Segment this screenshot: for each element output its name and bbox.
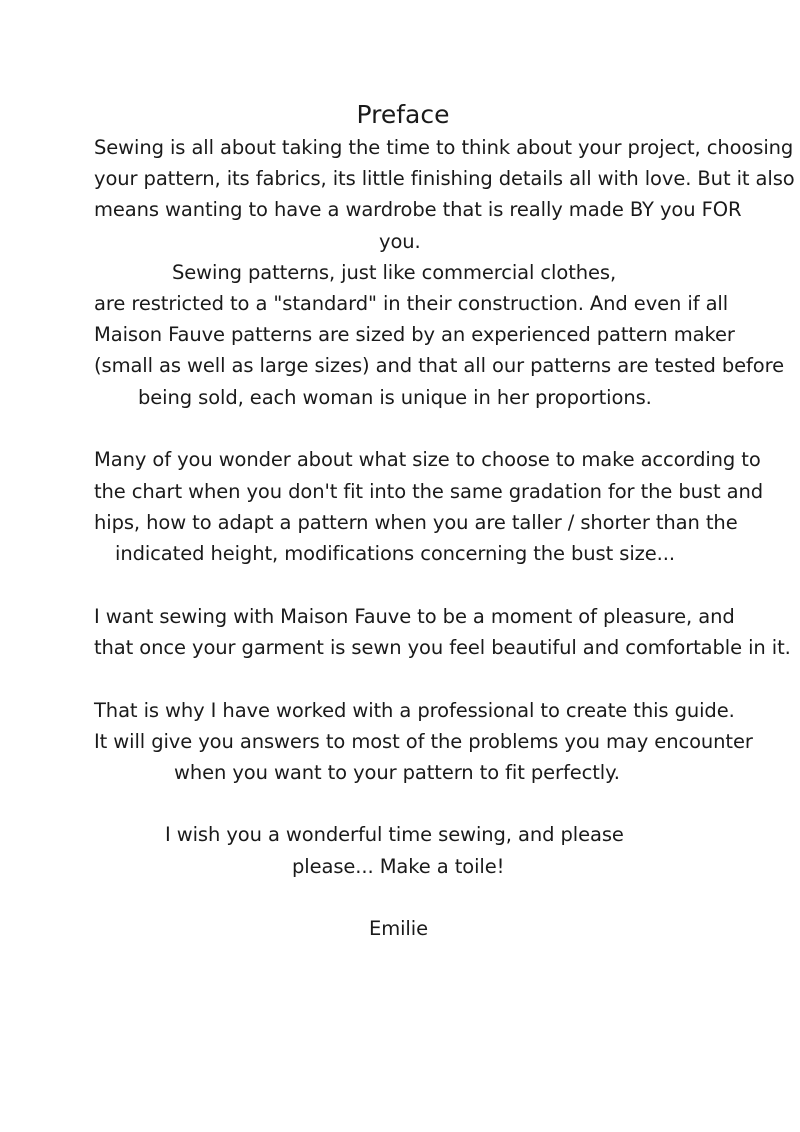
text-line: indicated height, modifications concerning the bust size... <box>115 542 675 565</box>
text-line: Sewing patterns, just like commercial clothes, <box>172 261 617 284</box>
text-line: that once your garment is sewn you feel beautiful and comfortable in it. <box>94 636 791 659</box>
text-line: please... Make a toile! <box>292 855 505 878</box>
text-line: Sewing is all about taking the time to think about your project, choosing <box>94 136 794 159</box>
text-line: That is why I have worked with a professional to create this guide. <box>94 699 735 722</box>
text-line: Many of you wonder about what size to choose to make according to <box>94 448 761 471</box>
text-line: the chart when you don't fit into the same gradation for the bust and <box>94 480 763 503</box>
text-line: means wanting to have a wardrobe that is really made BY you FOR <box>94 198 742 221</box>
text-line: I want sewing with Maison Fauve to be a moment of pleasure, and <box>94 605 735 628</box>
text-line: being sold, each woman is unique in her proportions. <box>138 386 652 409</box>
text-line: hips, how to adapt a pattern when you are taller / shorter than the <box>94 511 738 534</box>
text-line: are restricted to a "standard" in their construction. And even if all <box>94 292 729 315</box>
signature-name: Emilie <box>369 917 428 940</box>
text-line: you. <box>379 230 421 253</box>
text-line: Maison Fauve patterns are sized by an experienced pattern maker <box>94 323 735 346</box>
page-title: Preface <box>356 100 450 129</box>
text-line: when you want to your pattern to fit perfectly. <box>174 761 620 784</box>
text-line: It will give you answers to most of the problems you may encounter <box>94 730 753 753</box>
text-line: (small as well as large sizes) and that all our patterns are tested before <box>94 354 785 377</box>
text-line: I wish you a wonderful time sewing, and please <box>165 823 624 846</box>
text-line: your pattern, its fabrics, its little finishing details all with love. But it also <box>94 167 795 190</box>
